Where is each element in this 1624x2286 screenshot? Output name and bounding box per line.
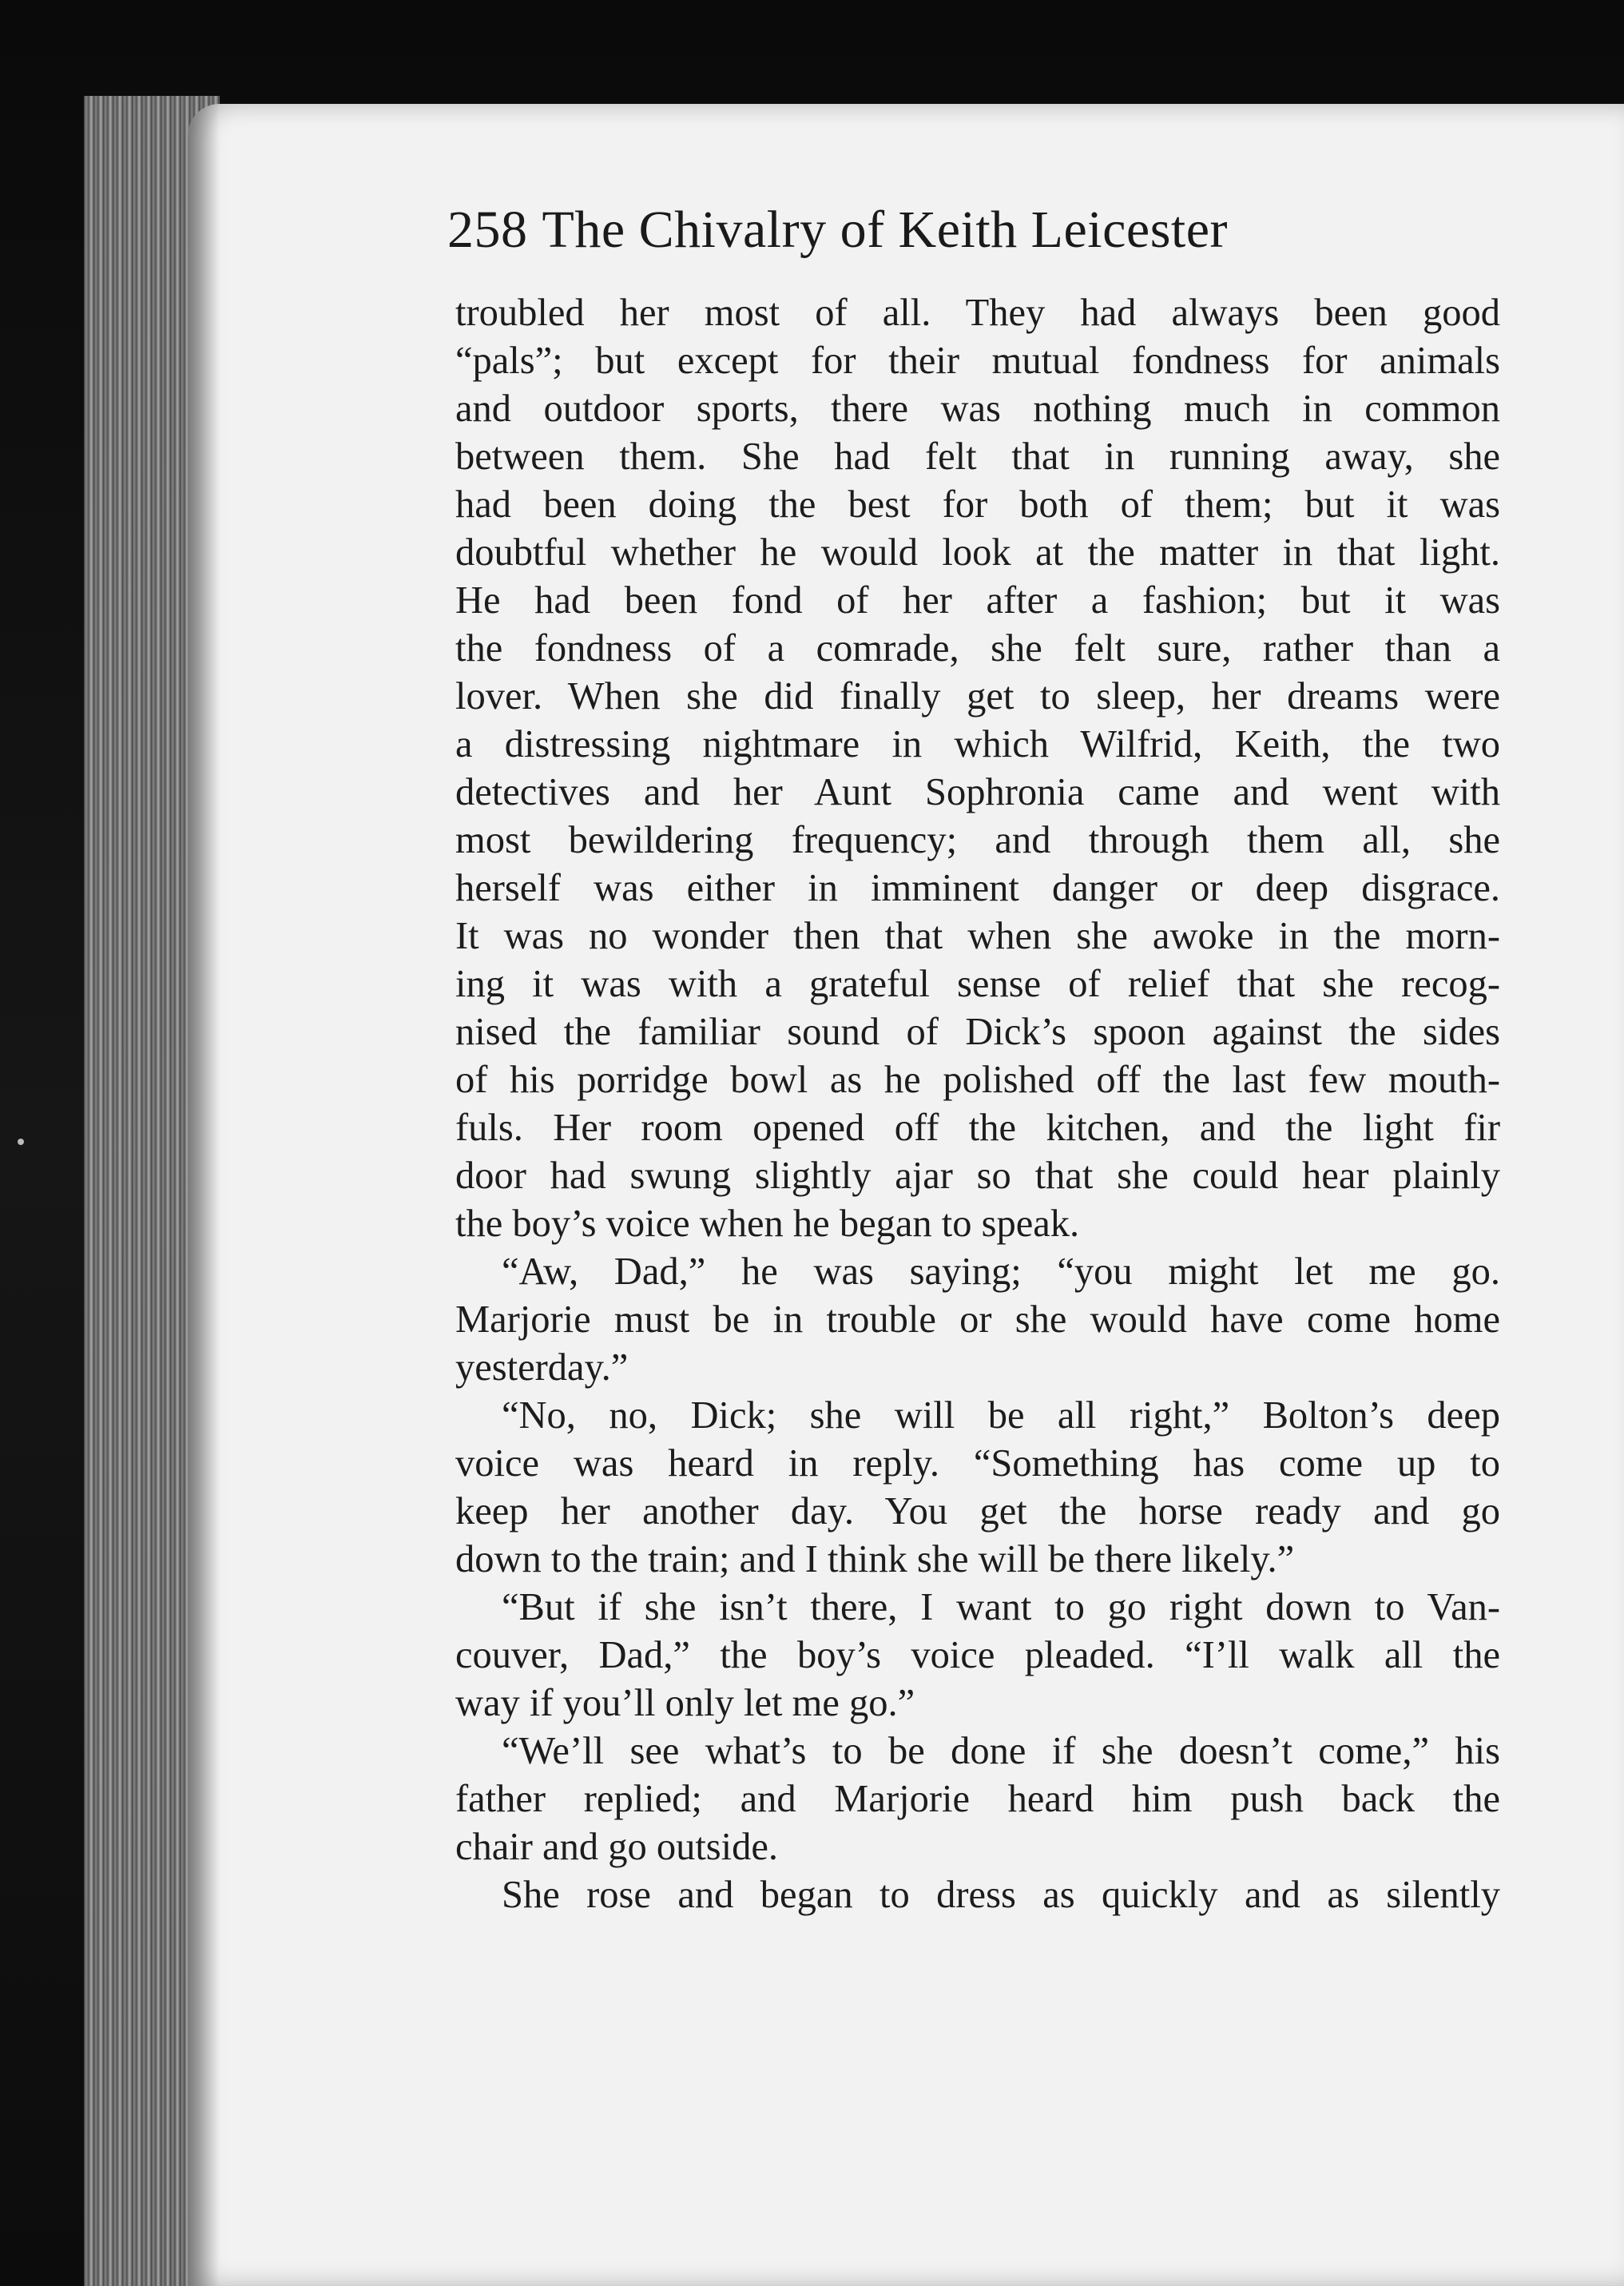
text-line: way if you’ll only let me go.” — [455, 1682, 915, 1724]
text-line: herself was either in imminent danger or deep disgrace. — [455, 867, 1500, 909]
text-line: and outdoor sports, there was nothing much in common — [455, 388, 1500, 430]
text-line: “pals”; but except for their mutual fondness for animals — [455, 340, 1500, 382]
text-line: chair and go outside. — [455, 1826, 779, 1868]
text-line: Marjorie must be in trouble or she would have come home — [455, 1298, 1500, 1341]
text-line: between them. She had felt that in running away, she — [455, 435, 1500, 478]
body-text — [455, 289, 1500, 1919]
text-line: detectives and her Aunt Sophronia came and went with — [455, 771, 1500, 813]
running-head — [447, 200, 1502, 260]
text-line: a distressing nightmare in which Wilfrid, Keith, the two — [455, 723, 1500, 765]
text-line: the boy’s voice when he began to speak. — [455, 1203, 1080, 1245]
text-line: troubled her most of all. They had always been good — [455, 292, 1500, 334]
text-line: father replied; and Marjorie heard him push back the — [455, 1778, 1500, 1820]
text-line: of his porridge bowl as he polished off the last few mouth- — [455, 1059, 1500, 1101]
text-line: He had been fond of her after a fashion; but it was — [455, 579, 1500, 622]
text-line: “No, no, Dick; she will be all right,” Bolton’s deep — [502, 1394, 1500, 1437]
text-line: the fondness of a comrade, she felt sure, rather than a — [455, 627, 1500, 670]
text-line: lover. When she did finally get to sleep, her dreams were — [455, 675, 1500, 718]
text-line: had been doing the best for both of them; but it was — [455, 483, 1500, 526]
text-line: fuls. Her room opened off the kitchen, and the light fir — [455, 1107, 1500, 1149]
text-line: couver, Dad,” the boy’s voice pleaded. “I’ll walk all the — [455, 1634, 1500, 1676]
page-number: 258 — [447, 201, 528, 259]
gutter-shadow — [188, 104, 220, 2286]
text-line: yesterday.” — [455, 1346, 629, 1389]
text-line: “But if she isn’t there, I want to go right down to Van- — [502, 1586, 1500, 1628]
text-line: most bewildering frequency; and through them all, she — [455, 819, 1500, 861]
text-line: “Aw, Dad,” he was saying; “you might let me go. — [502, 1250, 1500, 1293]
text-line: It was no wonder then that when she awoke in the morn- — [455, 915, 1500, 957]
text-line: “We’ll see what’s to be done if she doesn’t come,” his — [502, 1730, 1500, 1772]
text-line: ing it was with a grateful sense of relief that she recog- — [455, 963, 1500, 1005]
text-line: nised the familiar sound of Dick’s spoon against the sides — [455, 1011, 1500, 1053]
text-line: voice was heard in reply. “Something has come up to — [455, 1442, 1500, 1485]
running-title: The Chivalry of Keith Leicester — [542, 201, 1229, 259]
scan-speck — [18, 1139, 24, 1145]
text-line: down to the train; and I think she will be there likely.” — [455, 1538, 1295, 1580]
text-line: She rose and began to dress as quickly and as silently — [502, 1874, 1500, 1916]
text-line: door had swung slightly ajar so that she could hear plainly — [455, 1155, 1500, 1197]
text-line: doubtful whether he would look at the matter in that light. — [455, 531, 1500, 574]
text-line: keep her another day. You get the horse ready and go — [455, 1490, 1500, 1533]
